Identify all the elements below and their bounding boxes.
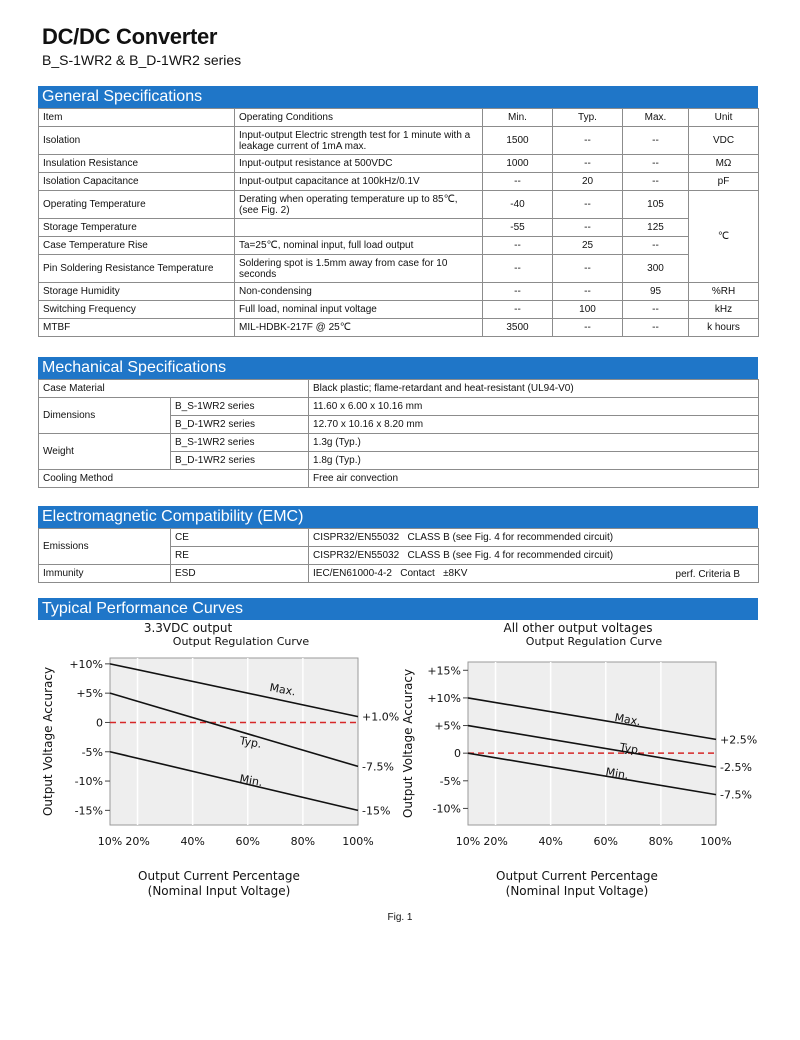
series-label: Min. (238, 772, 264, 790)
page-subtitle: B_S-1WR2 & B_D-1WR2 series (42, 52, 242, 68)
plot-area (468, 662, 716, 825)
case-material-label: Case Material (39, 380, 309, 398)
cell-condition (235, 219, 483, 237)
y-axis-label: Output Voltage Accuracy (401, 668, 415, 819)
case-material-value: Black plastic; flame-retardant and heat-resistant (UL94-V0) (309, 380, 759, 398)
cell-min: -- (483, 237, 553, 255)
header-typ: Typ. (553, 109, 623, 127)
cell-max: -- (623, 237, 689, 255)
y-tick-label: -15% (74, 804, 103, 818)
x-tick-label: 100% (342, 835, 374, 848)
table-row (39, 565, 759, 583)
cell-min: -- (483, 283, 553, 301)
y-tick-label: -5% (439, 774, 461, 788)
esd-criteria: perf. Criteria B (675, 569, 740, 580)
series-label: Max. (268, 681, 297, 699)
dimensions-s-series: B_S-1WR2 series (171, 398, 309, 416)
cell-min: -- (483, 255, 553, 283)
table-row (39, 219, 759, 237)
series-end-label: -7.5% (362, 760, 394, 774)
dimensions-label: Dimensions (39, 398, 171, 434)
table-row (39, 283, 759, 301)
cell-min: -40 (483, 191, 553, 219)
cell-typ: -- (553, 191, 623, 219)
cell-min: 3500 (483, 319, 553, 337)
x-axis-label: Output Current Percentage (138, 869, 300, 883)
series-end-label: +2.5% (720, 733, 758, 747)
chart-subtitle: Output Regulation Curve (525, 635, 663, 648)
series-end-label: -15% (362, 804, 391, 818)
cell-unit: k hours (689, 319, 759, 337)
weight-s-value: 1.3g (Typ.) (309, 434, 759, 452)
y-tick-label: 0 (454, 747, 461, 761)
cell-condition: Soldering spot is 1.5mm away from case for 10 seconds (235, 255, 483, 283)
table-row (39, 529, 759, 547)
cell-item: Operating Temperature (39, 191, 235, 219)
y-tick-label: +10% (427, 691, 461, 705)
cell-item: Isolation Capacitance (39, 173, 235, 191)
header-item: Item (39, 109, 235, 127)
plot-area (110, 658, 358, 825)
cell-unit: VDC (689, 127, 759, 155)
cell-item: Isolation (39, 127, 235, 155)
cell-unit: MΩ (689, 155, 759, 173)
cooling-value: Free air convection (309, 470, 759, 488)
cell-item: Pin Soldering Resistance Temperature (39, 255, 235, 283)
ce-label: CE (171, 529, 309, 547)
x-axis-label: Output Current Percentage (496, 869, 658, 883)
cell-condition: Full load, nominal input voltage (235, 301, 483, 319)
x-tick-label: 20% (483, 835, 508, 848)
cell-typ: -- (553, 155, 623, 173)
re-value: CISPR32/EN55032 CLASS B (see Fig. 4 for recommended circuit) (309, 547, 759, 565)
cell-unit: kHz (689, 301, 759, 319)
x-tick-label: 40% (538, 835, 563, 848)
y-tick-label: +5% (434, 719, 461, 733)
cell-typ: -- (553, 127, 623, 155)
re-label: RE (171, 547, 309, 565)
immunity-label: Immunity (39, 565, 171, 583)
cell-item: Insulation Resistance (39, 155, 235, 173)
cell-condition: Input-output resistance at 500VDC (235, 155, 483, 173)
table-row (39, 470, 759, 488)
regulation-chart-3v3 (38, 620, 408, 905)
x-axis-label-sub: (Nominal Input Voltage) (505, 884, 649, 898)
table-row (39, 301, 759, 319)
weight-d-series: B_D-1WR2 series (171, 452, 309, 470)
x-tick-label: 60% (235, 835, 261, 848)
cell-min: 1000 (483, 155, 553, 173)
cell-min: -55 (483, 219, 553, 237)
emc-table (38, 528, 759, 583)
esd-value: IEC/EN61000-4-2 Contact ±8KV (313, 568, 468, 579)
x-tick-label: 10% (455, 835, 481, 848)
chart-title: 3.3VDC output (143, 621, 233, 635)
table-row (39, 173, 759, 191)
figure-caption: Fig. 1 (387, 912, 413, 923)
y-tick-label: -10% (432, 802, 461, 816)
cell-typ: -- (553, 219, 623, 237)
x-tick-label: 20% (125, 835, 150, 848)
table-row (39, 380, 759, 398)
cell-condition: Ta=25℃, nominal input, full load output (235, 237, 483, 255)
cell-typ: -- (553, 255, 623, 283)
esd-label: ESD (171, 565, 309, 583)
series-label: Min. (604, 765, 630, 783)
x-tick-label: 60% (593, 835, 619, 848)
cell-max: -- (623, 319, 689, 337)
cell-typ: -- (553, 283, 623, 301)
table-row (39, 434, 759, 452)
cell-typ: 25 (553, 237, 623, 255)
y-tick-label: 0 (96, 716, 103, 730)
regulation-chart-other (398, 620, 768, 905)
cell-typ: 100 (553, 301, 623, 319)
cell-max: 300 (623, 255, 689, 283)
mechanical-spec-table (38, 379, 759, 488)
ce-value: CISPR32/EN55032 CLASS B (see Fig. 4 for recommended circuit) (309, 529, 759, 547)
y-tick-label: +10% (69, 657, 103, 671)
y-tick-label: -10% (74, 775, 103, 789)
weight-s-series: B_S-1WR2 series (171, 434, 309, 452)
x-tick-label: 40% (180, 835, 205, 848)
cell-min: -- (483, 301, 553, 319)
table-row (39, 237, 759, 255)
x-tick-label: 80% (648, 835, 674, 848)
table-row (39, 319, 759, 337)
general-spec-heading: General Specifications (38, 86, 758, 108)
cell-max: -- (623, 301, 689, 319)
table-row (39, 255, 759, 283)
x-tick-label: 100% (700, 835, 732, 848)
emc-heading: Electromagnetic Compatibility (EMC) (38, 506, 758, 528)
dimensions-d-value: 12.70 x 10.16 x 8.20 mm (309, 416, 759, 434)
x-tick-label: 80% (290, 835, 316, 848)
x-tick-label: 10% (97, 835, 123, 848)
cell-max: -- (623, 127, 689, 155)
general-spec-table (38, 108, 759, 337)
cell-condition: MIL-HDBK-217F @ 25℃ (235, 319, 483, 337)
mechanical-spec-heading: Mechanical Specifications (38, 357, 758, 379)
cell-item: Storage Temperature (39, 219, 235, 237)
series-end-label: +1.0% (362, 710, 400, 724)
y-tick-label: +5% (76, 687, 103, 701)
header-max: Max. (623, 109, 689, 127)
y-tick-label: -5% (81, 745, 103, 759)
cell-max: -- (623, 155, 689, 173)
chart-title: All other output voltages (503, 621, 653, 635)
header-min: Min. (483, 109, 553, 127)
series-label: Max. (613, 710, 642, 729)
cell-max: 105 (623, 191, 689, 219)
cell-item: Case Temperature Rise (39, 237, 235, 255)
cell-min: -- (483, 173, 553, 191)
cell-item: MTBF (39, 319, 235, 337)
header-conditions: Operating Conditions (235, 109, 483, 127)
x-axis-label-sub: (Nominal Input Voltage) (147, 884, 291, 898)
curves-heading: Typical Performance Curves (38, 598, 758, 620)
table-header-row (39, 109, 759, 127)
cell-condition: Input-output Electric strength test for 1 minute with a leakage current of 1mA max. (235, 127, 483, 155)
series-label: Typ. (618, 740, 643, 758)
table-row (39, 127, 759, 155)
cooling-label: Cooling Method (39, 470, 309, 488)
emissions-label: Emissions (39, 529, 171, 565)
cell-unit: pF (689, 173, 759, 191)
cell-unit-temperature: ℃ (689, 191, 759, 283)
cell-min: 1500 (483, 127, 553, 155)
weight-d-value: 1.8g (Typ.) (309, 452, 759, 470)
chart-subtitle: Output Regulation Curve (172, 635, 310, 648)
y-axis-label: Output Voltage Accuracy (41, 666, 55, 817)
page-title: DC/DC Converter (42, 24, 218, 49)
dimensions-s-value: 11.60 x 6.00 x 10.16 mm (309, 398, 759, 416)
cell-item: Storage Humidity (39, 283, 235, 301)
table-row (39, 155, 759, 173)
cell-max: 95 (623, 283, 689, 301)
cell-unit: %RH (689, 283, 759, 301)
cell-condition: Derating when operating temperature up to 85℃, (see Fig. 2) (235, 191, 483, 219)
cell-typ: -- (553, 319, 623, 337)
header-unit: Unit (689, 109, 759, 127)
cell-max: 125 (623, 219, 689, 237)
dimensions-d-series: B_D-1WR2 series (171, 416, 309, 434)
esd-cell (309, 565, 759, 583)
table-row (39, 398, 759, 416)
series-end-label: -2.5% (720, 760, 752, 774)
cell-typ: 20 (553, 173, 623, 191)
cell-condition: Non-condensing (235, 283, 483, 301)
series-label: Typ. (238, 734, 263, 751)
series-end-label: -7.5% (720, 788, 752, 802)
weight-label: Weight (39, 434, 171, 470)
cell-item: Switching Frequency (39, 301, 235, 319)
y-tick-label: +15% (427, 664, 461, 678)
cell-max: -- (623, 173, 689, 191)
cell-condition: Input-output capacitance at 100kHz/0.1V (235, 173, 483, 191)
table-row (39, 191, 759, 219)
